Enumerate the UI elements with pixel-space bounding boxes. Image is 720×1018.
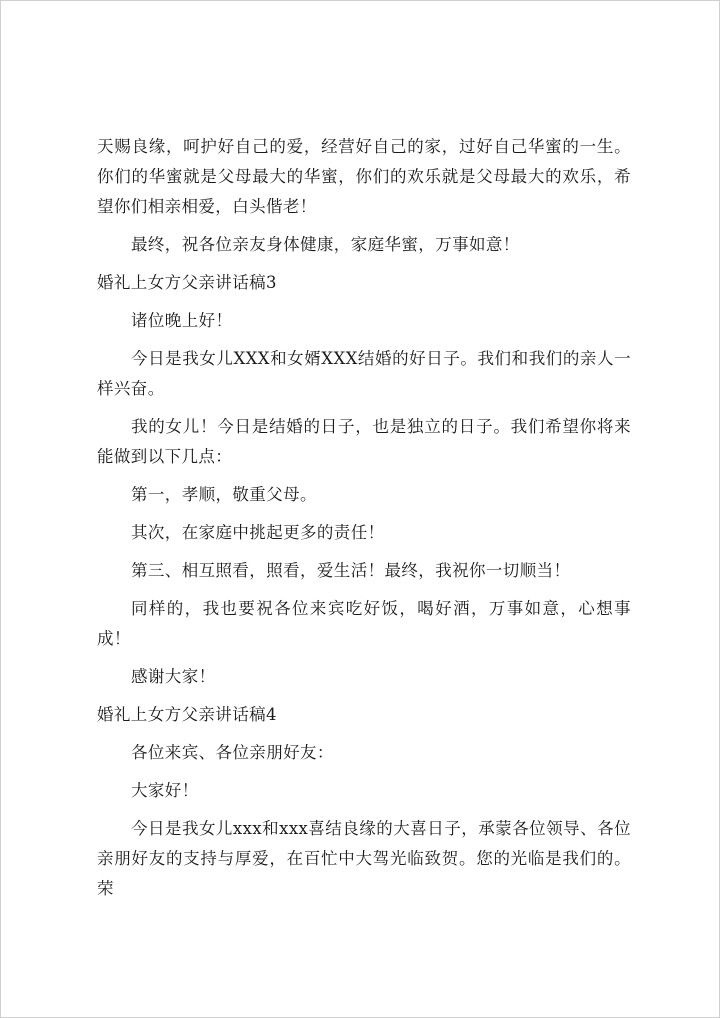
document-body [97, 132, 631, 912]
paragraph: 大家好！ [131, 781, 199, 800]
paragraph: 第一，孝顺，敬重父母。 [131, 485, 317, 504]
paragraph: 其次，在家庭中挑起更多的责任！ [131, 523, 385, 542]
paragraph: 我的女儿！今日是结婚的日子，也是独立的日子。我们希望你将来能做到以下几点： [97, 417, 631, 466]
section-heading: 婚礼上女方父亲讲话稿4 [97, 705, 277, 724]
section-heading: 婚礼上女方父亲讲话稿3 [97, 273, 277, 292]
paragraph: 感谢大家！ [131, 667, 216, 686]
paragraph: 诸位晚上好！ [131, 311, 233, 330]
paragraph: 第三、相互照看，照看，爱生活！最终，我祝你一切顺当！ [131, 561, 571, 580]
paragraph: 各位来宾、各位亲朋好友： [131, 743, 334, 762]
paragraph-continued: 天赐良缘，呵护好自己的爱，经营好自己的家，过好自己华蜜的一生。你们的华蜜就是父母最大的华蜜，你们的欢乐就是父母最大的欢乐，希望你们相亲相爱，白头偕老！ [97, 137, 631, 216]
paragraph: 同样的，我也要祝各位来宾吃好饭，喝好酒，万事如意，心想事成！ [97, 599, 631, 648]
paragraph: 今日是我女儿xxx和xxx喜结良缘的大喜日子，承蒙各位领导、各位亲朋好友的支持与厚爱，在百忙中大驾光临致贺。您的光临是我们的。荣 [97, 819, 631, 898]
paragraph: 最终，祝各位亲友身体健康，家庭华蜜，万事如意！ [131, 235, 520, 254]
paragraph: 今日是我女儿XXX和女婿XXX结婚的好日子。我们和我们的亲人一样兴奋。 [97, 349, 631, 398]
